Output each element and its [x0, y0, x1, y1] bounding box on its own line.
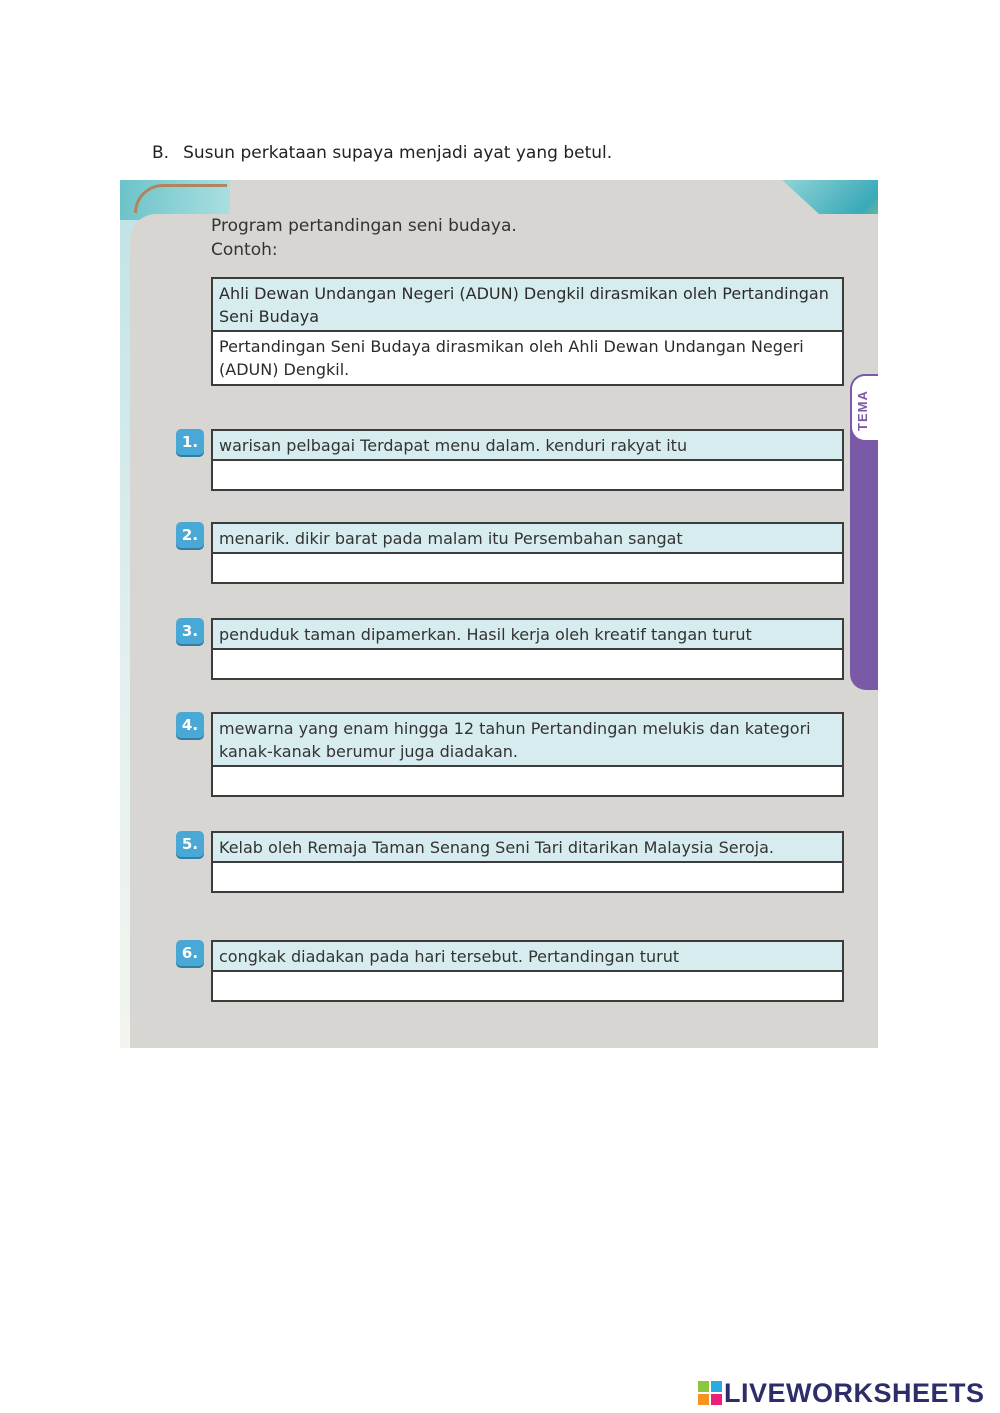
example-question: Ahli Dewan Undangan Negeri (ADUN) Dengkil dirasmikan oleh Pertandingan Seni Budaya [213, 279, 842, 332]
question-number-badge: 2. [176, 522, 204, 548]
logo-text: LIVEWORKSHEETS [724, 1377, 985, 1408]
question-text: warisan pelbagai Terdapat menu dalam. kenduri rakyat itu [213, 431, 842, 461]
question-number-badge: 5. [176, 831, 204, 857]
logo-square-icon [698, 1394, 709, 1405]
example-box [211, 277, 844, 386]
question-box [211, 831, 844, 893]
instruction-text: Susun perkataan supaya menjadi ayat yang betul. [183, 143, 613, 163]
question-number-badge: 6. [176, 940, 204, 966]
answer-input-3[interactable] [213, 650, 842, 678]
answer-input-6[interactable] [213, 972, 842, 1000]
question-number-badge: 3. [176, 618, 204, 644]
question-box [211, 712, 844, 797]
intro-title: Program pertandingan seni budaya. [211, 216, 517, 236]
question-text: Kelab oleh Remaja Taman Senang Seni Tari ditarikan Malaysia Seroja. [213, 833, 842, 863]
liveworksheets-logo [698, 1378, 985, 1408]
worksheet-panel [120, 180, 878, 1048]
answer-input-2[interactable] [213, 554, 842, 582]
question-number-badge: 1. [176, 429, 204, 455]
answer-input-1[interactable] [213, 461, 842, 489]
answer-input-5[interactable] [213, 863, 842, 891]
tema-label: TEMA [855, 390, 870, 432]
logo-square-icon [711, 1394, 722, 1405]
question-text: menarik. dikir barat pada malam itu Persembahan sangat [213, 524, 842, 554]
intro [211, 214, 517, 262]
logo-square-icon [711, 1381, 722, 1392]
question-box [211, 522, 844, 584]
question-box [211, 429, 844, 491]
question-number-badge: 4. [176, 712, 204, 738]
logo-mark-icon [698, 1381, 722, 1405]
question-text: congkak diadakan pada hari tersebut. Pertandingan turut [213, 942, 842, 972]
logo-square-icon [698, 1381, 709, 1392]
racket-illustration [134, 184, 227, 213]
question-text: mewarna yang enam hingga 12 tahun Pertandingan melukis dan kategori kanak-kanak berumur juga diadakan. [213, 714, 842, 767]
question-box [211, 618, 844, 680]
answer-input-4[interactable] [213, 767, 842, 795]
example-label: Contoh: [211, 240, 278, 260]
example-answer: Pertandingan Seni Budaya dirasmikan oleh Ahli Dewan Undangan Negeri (ADUN) Dengkil. [213, 332, 842, 384]
instruction [152, 143, 612, 163]
question-box [211, 940, 844, 1002]
instruction-letter: B. [152, 143, 170, 163]
question-text: penduduk taman dipamerkan. Hasil kerja oleh kreatif tangan turut [213, 620, 842, 650]
